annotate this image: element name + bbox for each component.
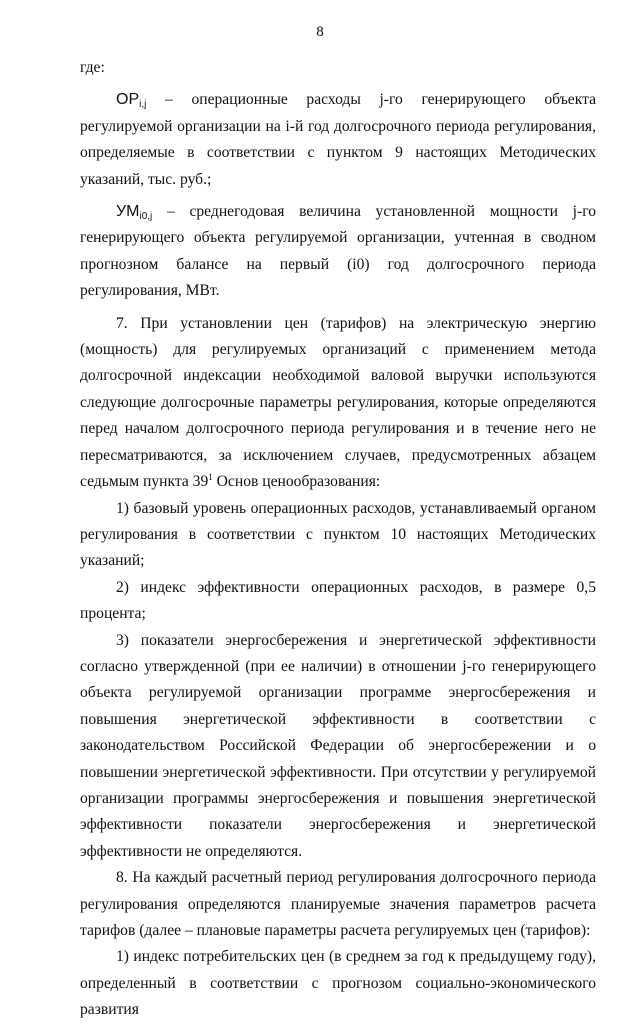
paragraph-8: 8. На каждый расчетный период регулирования долгосрочного периода регулирования определяются планируемые значения параметров расчета тарифов (далее – плановые параметры расчета регулируемых цен (тарифов):	[80, 869, 596, 939]
paragraph-7-item-1: 1) базовый уровень операционных расходов, устанавливаемый органом регулирования в соответствии с пунктом 10 настоящих Методических указаний;	[80, 499, 596, 570]
definition-um-text: – среднегодовая величина установленной мощности j-го генерирующего объекта регулируемой организации, учтенная в сводном прогнозном балансе на первый (i0) год долгосрочного периода регулирования, МВт.	[80, 203, 596, 300]
symbol-op: $OP_{i,j}$	[116, 91, 147, 111]
document-body	[80, 55, 596, 1024]
footnote-mark: 1	[208, 472, 213, 483]
page-number: 8	[316, 24, 324, 40]
paragraph-7-item-2: 2) индекс эффективности операционных расходов, в размере 0,5 процента;	[80, 578, 596, 623]
definition-op-text: – операционные расходы j-го генерирующего объекта регулируемой организации на i-й год долгосрочного периода регулирования, определяемые в соответствии с пунктом 9 настоящих Методических указаний, тыс. руб.;	[80, 91, 596, 188]
symbol-um: $УМ_{i0,j}$	[116, 203, 153, 223]
paragraph-8-item-1: 1) индекс потребительских цен (в среднем за год к предыдущему году), определенный в соответствии с прогнозом социально-экономического развития	[80, 948, 596, 1019]
paragraph-7: 7. При установлении цен (тарифов) на электрическую энергию (мощность) для регулируемых организаций с применением метода долгосрочной индексации необходимой валовой выручки используются следующие долгосрочные параметры регулирования, которые определяются перед началом долгосрочного периода регулирования и в течение него не пересматриваются, за исключением случаев, предусмотренных абзацем седьмым пункта $39^1$ Основ ценообразования:	[80, 314, 596, 491]
definition-op	[80, 87, 596, 193]
definition-um	[80, 199, 596, 305]
where-label: где:	[80, 59, 105, 76]
paragraph-7-item-3: 3) показатели энергосбережения и энергетической эффективности согласно утвержденной (при ее наличии) в отношении j-го генерирующего объекта регулируемой организации программе энергосбережения и повышения энергетической эффективности в соответствии с законодательством Российской Федерации об энергосбережении и о повышении энергетической эффективности. При отсутствии у регулируемой организации программы энергосбережения и повышения энергетической эффективности показатели энергосбережения и энергетической эффективности не определяются.	[80, 631, 596, 860]
